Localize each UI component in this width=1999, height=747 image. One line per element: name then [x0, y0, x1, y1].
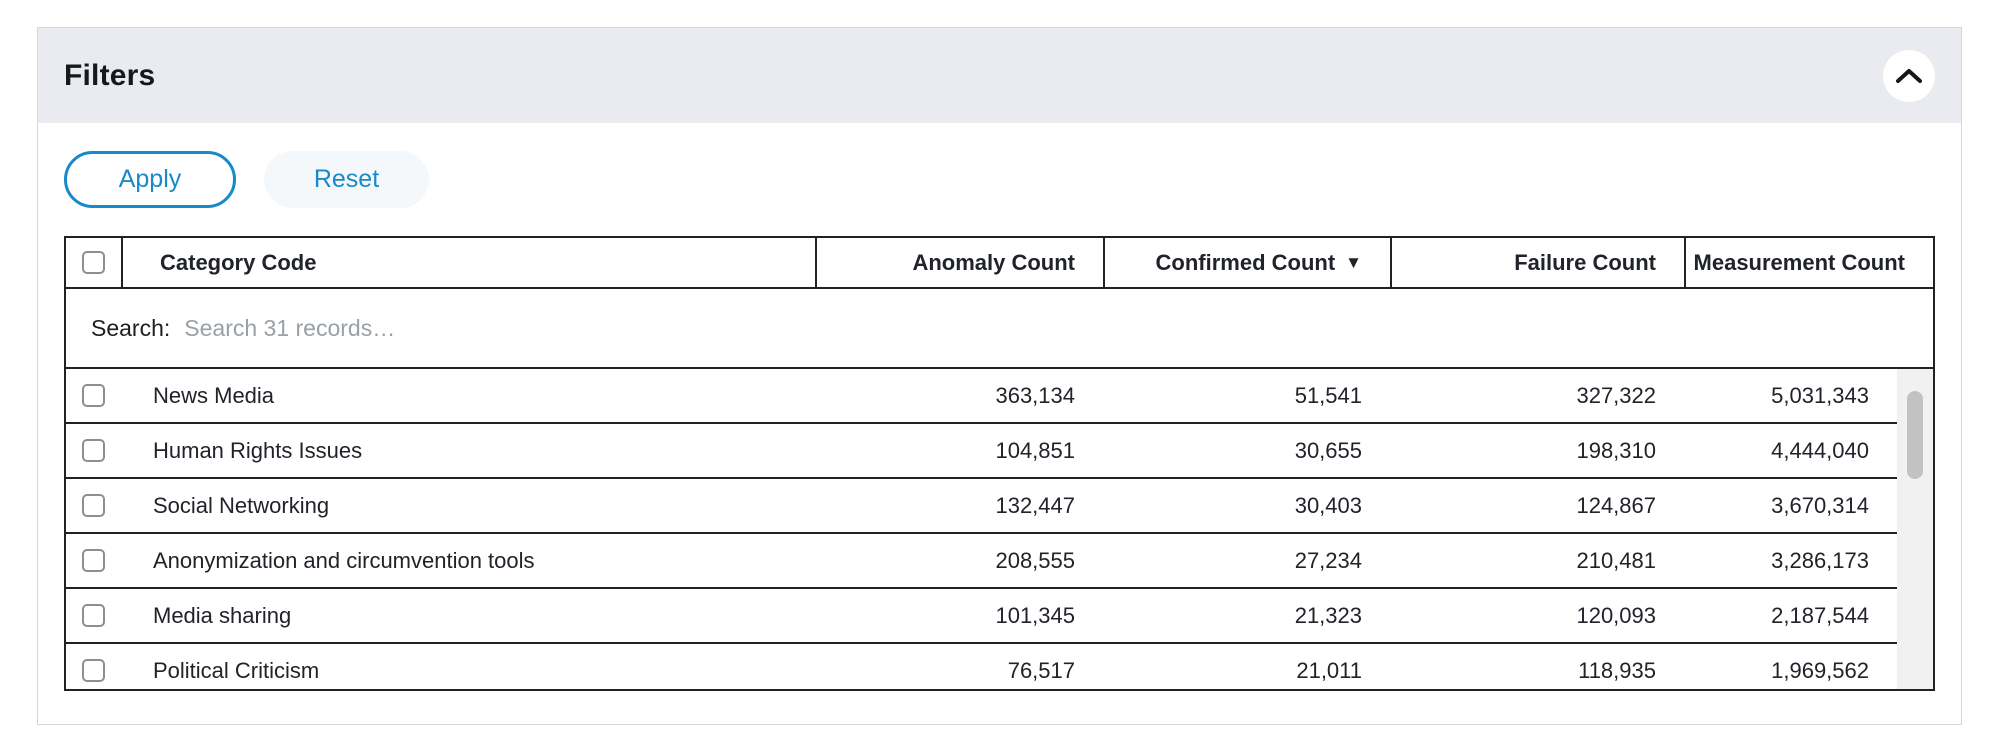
measurement-count-cell: 1,969,562 — [1771, 657, 1869, 683]
row-checkbox-cell — [66, 384, 121, 407]
anomaly-count-cell: 208,555 — [995, 547, 1075, 573]
anomaly-count-cell: 132,447 — [995, 492, 1075, 518]
anomaly-count-cell: 101,345 — [995, 602, 1075, 628]
confirmed-count-cell: 21,011 — [1296, 657, 1362, 683]
collapse-button[interactable] — [1883, 50, 1935, 102]
row-checkbox[interactable] — [82, 549, 105, 572]
anomaly-count-cell: 76,517 — [1007, 657, 1075, 683]
anomaly-count-header-label: Anomaly Count — [912, 249, 1075, 275]
measurement-count-cell: 3,670,314 — [1771, 492, 1869, 518]
measurement-count-cell: 3,286,173 — [1771, 547, 1869, 573]
category-cell: Social Networking — [153, 492, 330, 518]
confirmed-count-cell: 21,323 — [1294, 602, 1362, 628]
row-checkbox[interactable] — [82, 659, 105, 682]
anomaly-count-cell: 104,851 — [995, 437, 1075, 463]
confirmed-count-header-label: Confirmed Count — [1155, 249, 1336, 275]
reset-button[interactable]: Reset — [264, 151, 429, 208]
row-checkbox[interactable] — [82, 439, 105, 462]
filter-actions — [64, 151, 1935, 208]
chevron-up-icon — [1895, 67, 1923, 85]
measurement-count-header-label: Measurement Count — [1693, 249, 1905, 275]
measurement-count-cell: 2,187,544 — [1771, 602, 1869, 628]
table-row[interactable] — [66, 534, 1897, 589]
failure-count-cell: 124,867 — [1576, 492, 1656, 518]
column-header-category-code[interactable] — [121, 238, 815, 287]
row-checkbox-cell — [66, 604, 121, 627]
table-body-container — [64, 369, 1935, 691]
table-row[interactable] — [66, 479, 1897, 534]
scrollbar-thumb[interactable] — [1907, 391, 1923, 479]
measurement-count-cell: 5,031,343 — [1771, 382, 1869, 408]
search-input[interactable] — [184, 315, 1933, 342]
anomaly-count-cell: 363,134 — [995, 382, 1075, 408]
row-checkbox-cell — [66, 439, 121, 462]
filters-header — [38, 28, 1961, 123]
column-header-anomaly-count[interactable] — [815, 238, 1103, 287]
select-all-cell — [66, 238, 121, 287]
failure-count-cell: 118,935 — [1578, 657, 1656, 683]
confirmed-count-cell: 30,403 — [1294, 492, 1362, 518]
search-label: Search: — [91, 314, 171, 341]
confirmed-count-cell: 30,655 — [1294, 437, 1362, 463]
failure-count-cell: 327,322 — [1576, 382, 1656, 408]
column-header-confirmed-count[interactable] — [1103, 238, 1390, 287]
column-header-measurement-count[interactable] — [1684, 238, 1933, 287]
table-row[interactable] — [66, 424, 1897, 479]
filters-body — [38, 123, 1961, 715]
column-header-failure-count[interactable] — [1390, 238, 1684, 287]
category-cell: Anonymization and circumvention tools — [153, 547, 535, 573]
table-header-row — [64, 236, 1935, 289]
category-table — [64, 236, 1935, 691]
failure-count-cell: 198,310 — [1576, 437, 1656, 463]
confirmed-count-cell: 27,234 — [1294, 547, 1362, 573]
category-cell: Political Criticism — [153, 657, 320, 683]
category-cell: News Media — [153, 382, 275, 408]
table-body — [66, 369, 1897, 689]
select-all-checkbox[interactable] — [82, 251, 105, 274]
sort-desc-icon: ▼ — [1345, 252, 1362, 272]
apply-button[interactable]: Apply — [64, 151, 236, 208]
table-row[interactable] — [66, 369, 1897, 424]
category-cell: Media sharing — [153, 602, 292, 628]
row-checkbox[interactable] — [82, 494, 105, 517]
failure-count-header-label: Failure Count — [1514, 249, 1656, 275]
category-code-header-label: Category Code — [160, 249, 317, 275]
row-checkbox-cell — [66, 659, 121, 682]
row-checkbox[interactable] — [82, 384, 105, 407]
failure-count-cell: 120,093 — [1576, 602, 1656, 628]
table-row[interactable] — [66, 644, 1897, 689]
row-checkbox-cell — [66, 549, 121, 572]
filters-panel — [37, 27, 1962, 725]
confirmed-count-cell: 51,541 — [1294, 382, 1362, 408]
table-scrollbar[interactable] — [1897, 369, 1933, 689]
filters-title: Filters — [64, 58, 156, 92]
row-checkbox[interactable] — [82, 604, 105, 627]
failure-count-cell: 210,481 — [1576, 547, 1656, 573]
category-cell: Human Rights Issues — [153, 437, 363, 463]
table-row[interactable] — [66, 589, 1897, 644]
row-checkbox-cell — [66, 494, 121, 517]
measurement-count-cell: 4,444,040 — [1771, 437, 1869, 463]
table-search-row — [64, 289, 1935, 369]
